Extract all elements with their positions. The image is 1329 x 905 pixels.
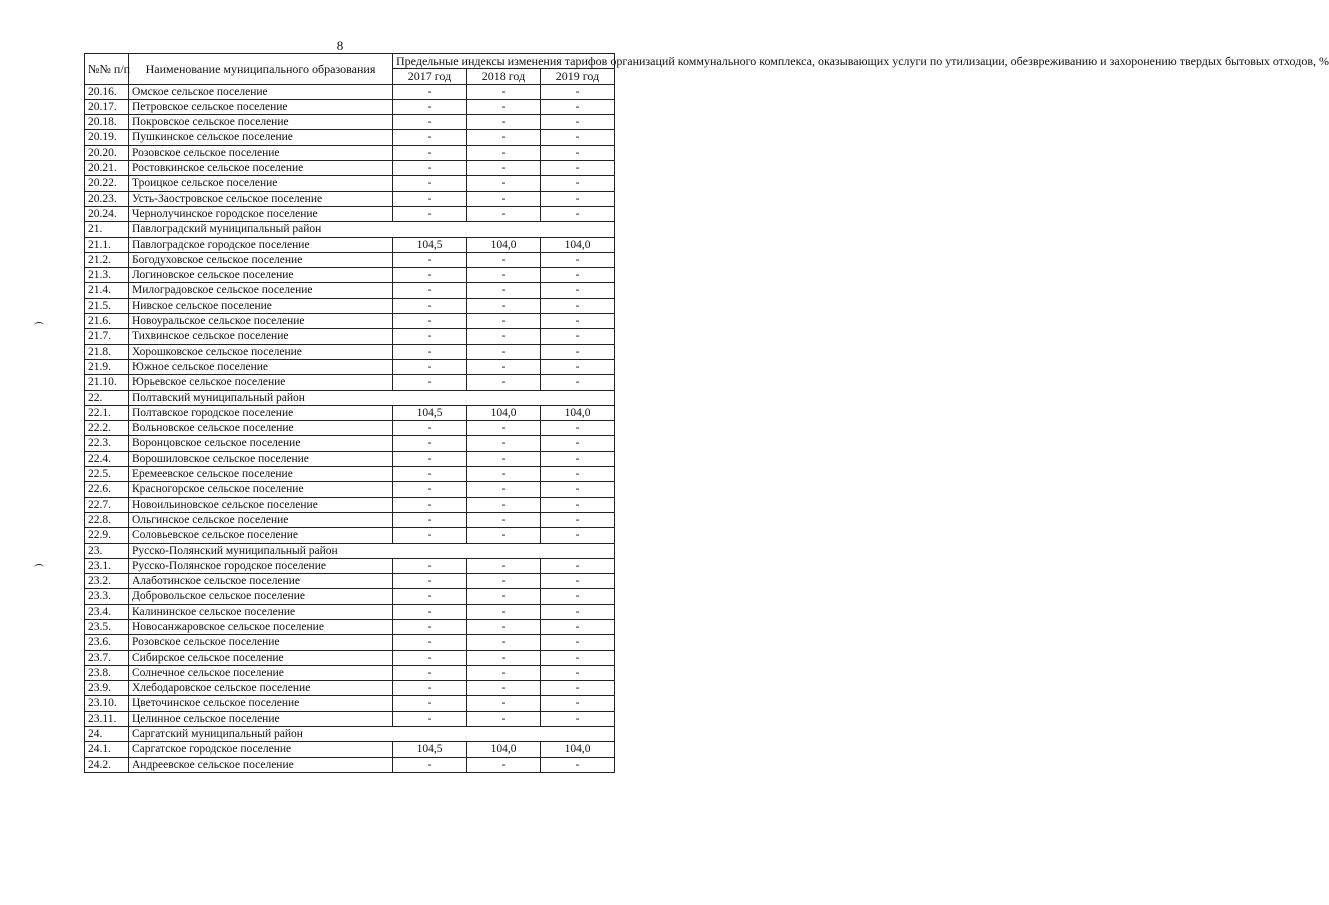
value-2018: -: [467, 619, 541, 634]
value-2018: 104,0: [467, 405, 541, 420]
value-2019: -: [541, 436, 615, 451]
settlement-name: Милоградовское сельское поселение: [129, 283, 393, 298]
value-2017: -: [393, 436, 467, 451]
value-2018: -: [467, 665, 541, 680]
settlement-name: Новосанжаровское сельское поселение: [129, 619, 393, 634]
value-2019: -: [541, 497, 615, 512]
settlement-name: Калининское сельское поселение: [129, 604, 393, 619]
value-2019: -: [541, 145, 615, 160]
value-2017: -: [393, 115, 467, 130]
settlement-name: Полтавское городское поселение: [129, 405, 393, 420]
header-year-2018: 2018 год: [467, 69, 541, 84]
value-2017: -: [393, 99, 467, 114]
table-row: [85, 497, 615, 512]
table-row: [85, 665, 615, 680]
row-number: 22.1.: [85, 405, 129, 420]
value-2018: -: [467, 497, 541, 512]
row-number: 21.9.: [85, 359, 129, 374]
value-2019: -: [541, 681, 615, 696]
row-number: 21.8.: [85, 344, 129, 359]
value-2017: -: [393, 176, 467, 191]
table-row: [85, 145, 615, 160]
settlement-name: Пушкинское сельское поселение: [129, 130, 393, 145]
settlement-name: Розовское сельское поселение: [129, 635, 393, 650]
value-2017: -: [393, 145, 467, 160]
value-2018: -: [467, 329, 541, 344]
table-row: [85, 252, 615, 267]
value-2018: -: [467, 528, 541, 543]
header-municipality-name: Наименование муниципального образования: [129, 54, 393, 85]
row-number: 22.2.: [85, 421, 129, 436]
row-number: 22.9.: [85, 528, 129, 543]
table-row: [85, 268, 615, 283]
settlement-name: Ворошиловское сельское поселение: [129, 451, 393, 466]
value-2017: -: [393, 604, 467, 619]
table-row: [85, 99, 615, 114]
value-2019: -: [541, 696, 615, 711]
header-tariff-index: Предельные индексы изменения тарифов организаций коммунального комплекса, оказывающих услуги по утилизации, обезвреживанию и захоронению твердых бытовых отходов, %: [393, 54, 615, 69]
table-row: [85, 681, 615, 696]
value-2017: -: [393, 268, 467, 283]
row-number: 20.22.: [85, 176, 129, 191]
row-number: 23.1.: [85, 558, 129, 573]
table-row: [85, 696, 615, 711]
row-number: 23.5.: [85, 619, 129, 634]
table-row: [85, 329, 615, 344]
value-2017: -: [393, 130, 467, 145]
value-2019: 104,0: [541, 405, 615, 420]
value-2017: -: [393, 191, 467, 206]
table-row: [85, 130, 615, 145]
value-2017: -: [393, 206, 467, 221]
table-row: [85, 237, 615, 252]
row-number: 23.10.: [85, 696, 129, 711]
settlement-name: Богодуховское сельское поселение: [129, 252, 393, 267]
value-2017: -: [393, 375, 467, 390]
settlement-name: Чернолучинское городское поселение: [129, 206, 393, 221]
value-2017: -: [393, 650, 467, 665]
settlement-name: Нивское сельское поселение: [129, 298, 393, 313]
value-2018: -: [467, 99, 541, 114]
value-2018: -: [467, 130, 541, 145]
table-row: [85, 283, 615, 298]
value-2019: -: [541, 711, 615, 726]
table-row: [85, 558, 615, 573]
row-number: 20.21.: [85, 161, 129, 176]
table-row: [85, 451, 615, 466]
value-2019: -: [541, 421, 615, 436]
value-2018: -: [467, 421, 541, 436]
value-2019: -: [541, 176, 615, 191]
table-row: [85, 176, 615, 191]
value-2019: -: [541, 161, 615, 176]
table-row: [85, 757, 615, 772]
value-2018: -: [467, 176, 541, 191]
row-number: 21.3.: [85, 268, 129, 283]
settlement-name: Хлебодаровское сельское поселение: [129, 681, 393, 696]
value-2019: -: [541, 451, 615, 466]
table-row: [85, 528, 615, 543]
row-number: 20.18.: [85, 115, 129, 130]
settlement-name: Усть-Заостровское сельское поселение: [129, 191, 393, 206]
row-number: 20.17.: [85, 99, 129, 114]
row-number: 21.1.: [85, 237, 129, 252]
value-2017: -: [393, 574, 467, 589]
table-row: [85, 359, 615, 374]
table-row: [85, 589, 615, 604]
value-2019: -: [541, 191, 615, 206]
settlement-name: Юрьевское сельское поселение: [129, 375, 393, 390]
value-2017: -: [393, 512, 467, 527]
page-number: 8: [336, 38, 344, 53]
value-2018: -: [467, 451, 541, 466]
value-2019: -: [541, 635, 615, 650]
table-row: [85, 314, 615, 329]
value-2019: -: [541, 344, 615, 359]
value-2017: -: [393, 421, 467, 436]
value-2019: -: [541, 252, 615, 267]
value-2019: -: [541, 268, 615, 283]
table-row: [85, 436, 615, 451]
settlement-name: Русско-Полянское городское поселение: [129, 558, 393, 573]
district-row: [85, 543, 615, 558]
value-2018: -: [467, 558, 541, 573]
header-number: №№ п/п: [85, 54, 129, 85]
value-2017: -: [393, 635, 467, 650]
table-row: [85, 467, 615, 482]
value-2017: -: [393, 665, 467, 680]
value-2018: 104,0: [467, 237, 541, 252]
value-2017: -: [393, 558, 467, 573]
settlement-name: Ростовкинское сельское поселение: [129, 161, 393, 176]
settlement-name: Новоуральское сельское поселение: [129, 314, 393, 329]
row-number: 21.2.: [85, 252, 129, 267]
value-2019: -: [541, 757, 615, 772]
value-2018: 104,0: [467, 742, 541, 757]
value-2017: -: [393, 252, 467, 267]
row-number: 23.3.: [85, 589, 129, 604]
value-2018: -: [467, 359, 541, 374]
table-row: [85, 206, 615, 221]
settlement-name: Воронцовское сельское поселение: [129, 436, 393, 451]
value-2018: -: [467, 268, 541, 283]
value-2019: -: [541, 359, 615, 374]
row-number: 24.2.: [85, 757, 129, 772]
value-2019: -: [541, 283, 615, 298]
value-2017: -: [393, 451, 467, 466]
row-number: 22.8.: [85, 512, 129, 527]
value-2017: -: [393, 589, 467, 604]
table-row: [85, 344, 615, 359]
row-number: 23.7.: [85, 650, 129, 665]
value-2018: -: [467, 650, 541, 665]
value-2019: -: [541, 84, 615, 99]
settlement-name: Омское сельское поселение: [129, 84, 393, 99]
value-2018: -: [467, 482, 541, 497]
table-body: [85, 84, 615, 772]
table-row: [85, 115, 615, 130]
table-row: [85, 619, 615, 634]
row-number: 21.7.: [85, 329, 129, 344]
value-2018: -: [467, 604, 541, 619]
settlement-name: Южное сельское поселение: [129, 359, 393, 374]
row-number: 23.11.: [85, 711, 129, 726]
header-year-2017: 2017 год: [393, 69, 467, 84]
value-2019: -: [541, 329, 615, 344]
value-2019: -: [541, 99, 615, 114]
value-2019: -: [541, 467, 615, 482]
value-2019: -: [541, 604, 615, 619]
binder-hole-mark: [34, 322, 44, 329]
value-2018: -: [467, 314, 541, 329]
value-2019: 104,0: [541, 742, 615, 757]
row-number: 24.: [85, 727, 129, 742]
row-number: 23.4.: [85, 604, 129, 619]
settlement-name: Новоильиновское сельское поселение: [129, 497, 393, 512]
row-number: 23.8.: [85, 665, 129, 680]
value-2019: -: [541, 574, 615, 589]
row-number: 22.7.: [85, 497, 129, 512]
value-2019: -: [541, 482, 615, 497]
value-2017: -: [393, 757, 467, 772]
district-name: Полтавский муниципальный район: [129, 390, 615, 405]
table-row: [85, 375, 615, 390]
value-2019: -: [541, 298, 615, 313]
value-2018: -: [467, 711, 541, 726]
value-2018: -: [467, 436, 541, 451]
table-row: [85, 711, 615, 726]
value-2018: -: [467, 467, 541, 482]
table-row: [85, 298, 615, 313]
district-row: [85, 390, 615, 405]
value-2017: -: [393, 359, 467, 374]
value-2018: -: [467, 757, 541, 772]
settlement-name: Тихвинское сельское поселение: [129, 329, 393, 344]
row-number: 21.6.: [85, 314, 129, 329]
row-number: 20.16.: [85, 84, 129, 99]
value-2018: -: [467, 84, 541, 99]
row-number: 23.2.: [85, 574, 129, 589]
table-row: [85, 161, 615, 176]
row-number: 20.20.: [85, 145, 129, 160]
row-number: 20.23.: [85, 191, 129, 206]
table-row: [85, 635, 615, 650]
value-2019: -: [541, 650, 615, 665]
settlement-name: Ольгинское сельское поселение: [129, 512, 393, 527]
settlement-name: Вольновское сельское поселение: [129, 421, 393, 436]
value-2018: -: [467, 512, 541, 527]
row-number: 21.: [85, 222, 129, 237]
value-2017: -: [393, 528, 467, 543]
value-2017: 104,5: [393, 742, 467, 757]
value-2019: -: [541, 130, 615, 145]
district-name: Павлоградский муниципальный район: [129, 222, 615, 237]
value-2017: -: [393, 467, 467, 482]
table-row: [85, 482, 615, 497]
value-2018: -: [467, 635, 541, 650]
settlement-name: Красногорское сельское поселение: [129, 482, 393, 497]
settlement-name: Еремеевское сельское поселение: [129, 467, 393, 482]
value-2017: -: [393, 283, 467, 298]
row-number: 21.4.: [85, 283, 129, 298]
value-2017: -: [393, 681, 467, 696]
tariff-index-table: [84, 53, 1329, 773]
table-row: [85, 604, 615, 619]
value-2017: -: [393, 482, 467, 497]
value-2018: -: [467, 206, 541, 221]
table-row: [85, 574, 615, 589]
value-2017: -: [393, 161, 467, 176]
settlement-name: Алаботинское сельское поселение: [129, 574, 393, 589]
settlement-name: Цветочинское сельское поселение: [129, 696, 393, 711]
district-row: [85, 222, 615, 237]
settlement-name: Добровольское сельское поселение: [129, 589, 393, 604]
settlement-name: Троицкое сельское поселение: [129, 176, 393, 191]
row-number: 20.19.: [85, 130, 129, 145]
district-row: [85, 727, 615, 742]
value-2019: -: [541, 558, 615, 573]
settlement-name: Сибирское сельское поселение: [129, 650, 393, 665]
value-2019: -: [541, 115, 615, 130]
settlement-name: Розовское сельское поселение: [129, 145, 393, 160]
value-2018: -: [467, 344, 541, 359]
row-number: 21.10.: [85, 375, 129, 390]
binder-hole-mark: [34, 564, 44, 571]
value-2018: -: [467, 696, 541, 711]
row-number: 22.: [85, 390, 129, 405]
row-number: 23.9.: [85, 681, 129, 696]
value-2017: -: [393, 696, 467, 711]
value-2018: -: [467, 681, 541, 696]
district-name: Саргатский муниципальный район: [129, 727, 615, 742]
settlement-name: Логиновское сельское поселение: [129, 268, 393, 283]
settlement-name: Солнечное сельское поселение: [129, 665, 393, 680]
value-2018: -: [467, 375, 541, 390]
value-2019: -: [541, 512, 615, 527]
table-row: [85, 421, 615, 436]
row-number: 23.: [85, 543, 129, 558]
value-2017: -: [393, 497, 467, 512]
value-2017: -: [393, 619, 467, 634]
settlement-name: Павлоградское городское поселение: [129, 237, 393, 252]
header-year-2019: 2019 год: [541, 69, 615, 84]
value-2018: -: [467, 589, 541, 604]
row-number: 22.5.: [85, 467, 129, 482]
value-2019: -: [541, 665, 615, 680]
value-2018: -: [467, 252, 541, 267]
value-2017: -: [393, 84, 467, 99]
table-row: [85, 512, 615, 527]
value-2019: 104,0: [541, 237, 615, 252]
settlement-name: Петровское сельское поселение: [129, 99, 393, 114]
value-2019: -: [541, 206, 615, 221]
value-2018: -: [467, 115, 541, 130]
row-number: 20.24.: [85, 206, 129, 221]
value-2018: -: [467, 283, 541, 298]
settlement-name: Хорошковское сельское поселение: [129, 344, 393, 359]
settlement-name: Саргатское городское поселение: [129, 742, 393, 757]
value-2019: -: [541, 619, 615, 634]
district-name: Русско-Полянский муниципальный район: [129, 543, 615, 558]
value-2017: -: [393, 314, 467, 329]
row-number: 23.6.: [85, 635, 129, 650]
value-2017: 104,5: [393, 237, 467, 252]
settlement-name: Целинное сельское поселение: [129, 711, 393, 726]
settlement-name: Андреевское сельское поселение: [129, 757, 393, 772]
value-2019: -: [541, 589, 615, 604]
settlement-name: Соловьевское сельское поселение: [129, 528, 393, 543]
value-2017: -: [393, 344, 467, 359]
table-row: [85, 742, 615, 757]
value-2017: -: [393, 329, 467, 344]
value-2019: -: [541, 314, 615, 329]
row-number: 24.1.: [85, 742, 129, 757]
row-number: 22.4.: [85, 451, 129, 466]
value-2018: -: [467, 298, 541, 313]
row-number: 21.5.: [85, 298, 129, 313]
value-2018: -: [467, 574, 541, 589]
value-2018: -: [467, 191, 541, 206]
value-2017: -: [393, 711, 467, 726]
value-2018: -: [467, 161, 541, 176]
table-row: [85, 650, 615, 665]
value-2019: -: [541, 375, 615, 390]
value-2018: -: [467, 145, 541, 160]
table-row: [85, 84, 615, 99]
table-row: [85, 191, 615, 206]
settlement-name: Покровское сельское поселение: [129, 115, 393, 130]
table-header-row: [85, 54, 615, 69]
row-number: 22.6.: [85, 482, 129, 497]
value-2019: -: [541, 528, 615, 543]
value-2017: 104,5: [393, 405, 467, 420]
row-number: 22.3.: [85, 436, 129, 451]
value-2017: -: [393, 298, 467, 313]
table-row: [85, 405, 615, 420]
